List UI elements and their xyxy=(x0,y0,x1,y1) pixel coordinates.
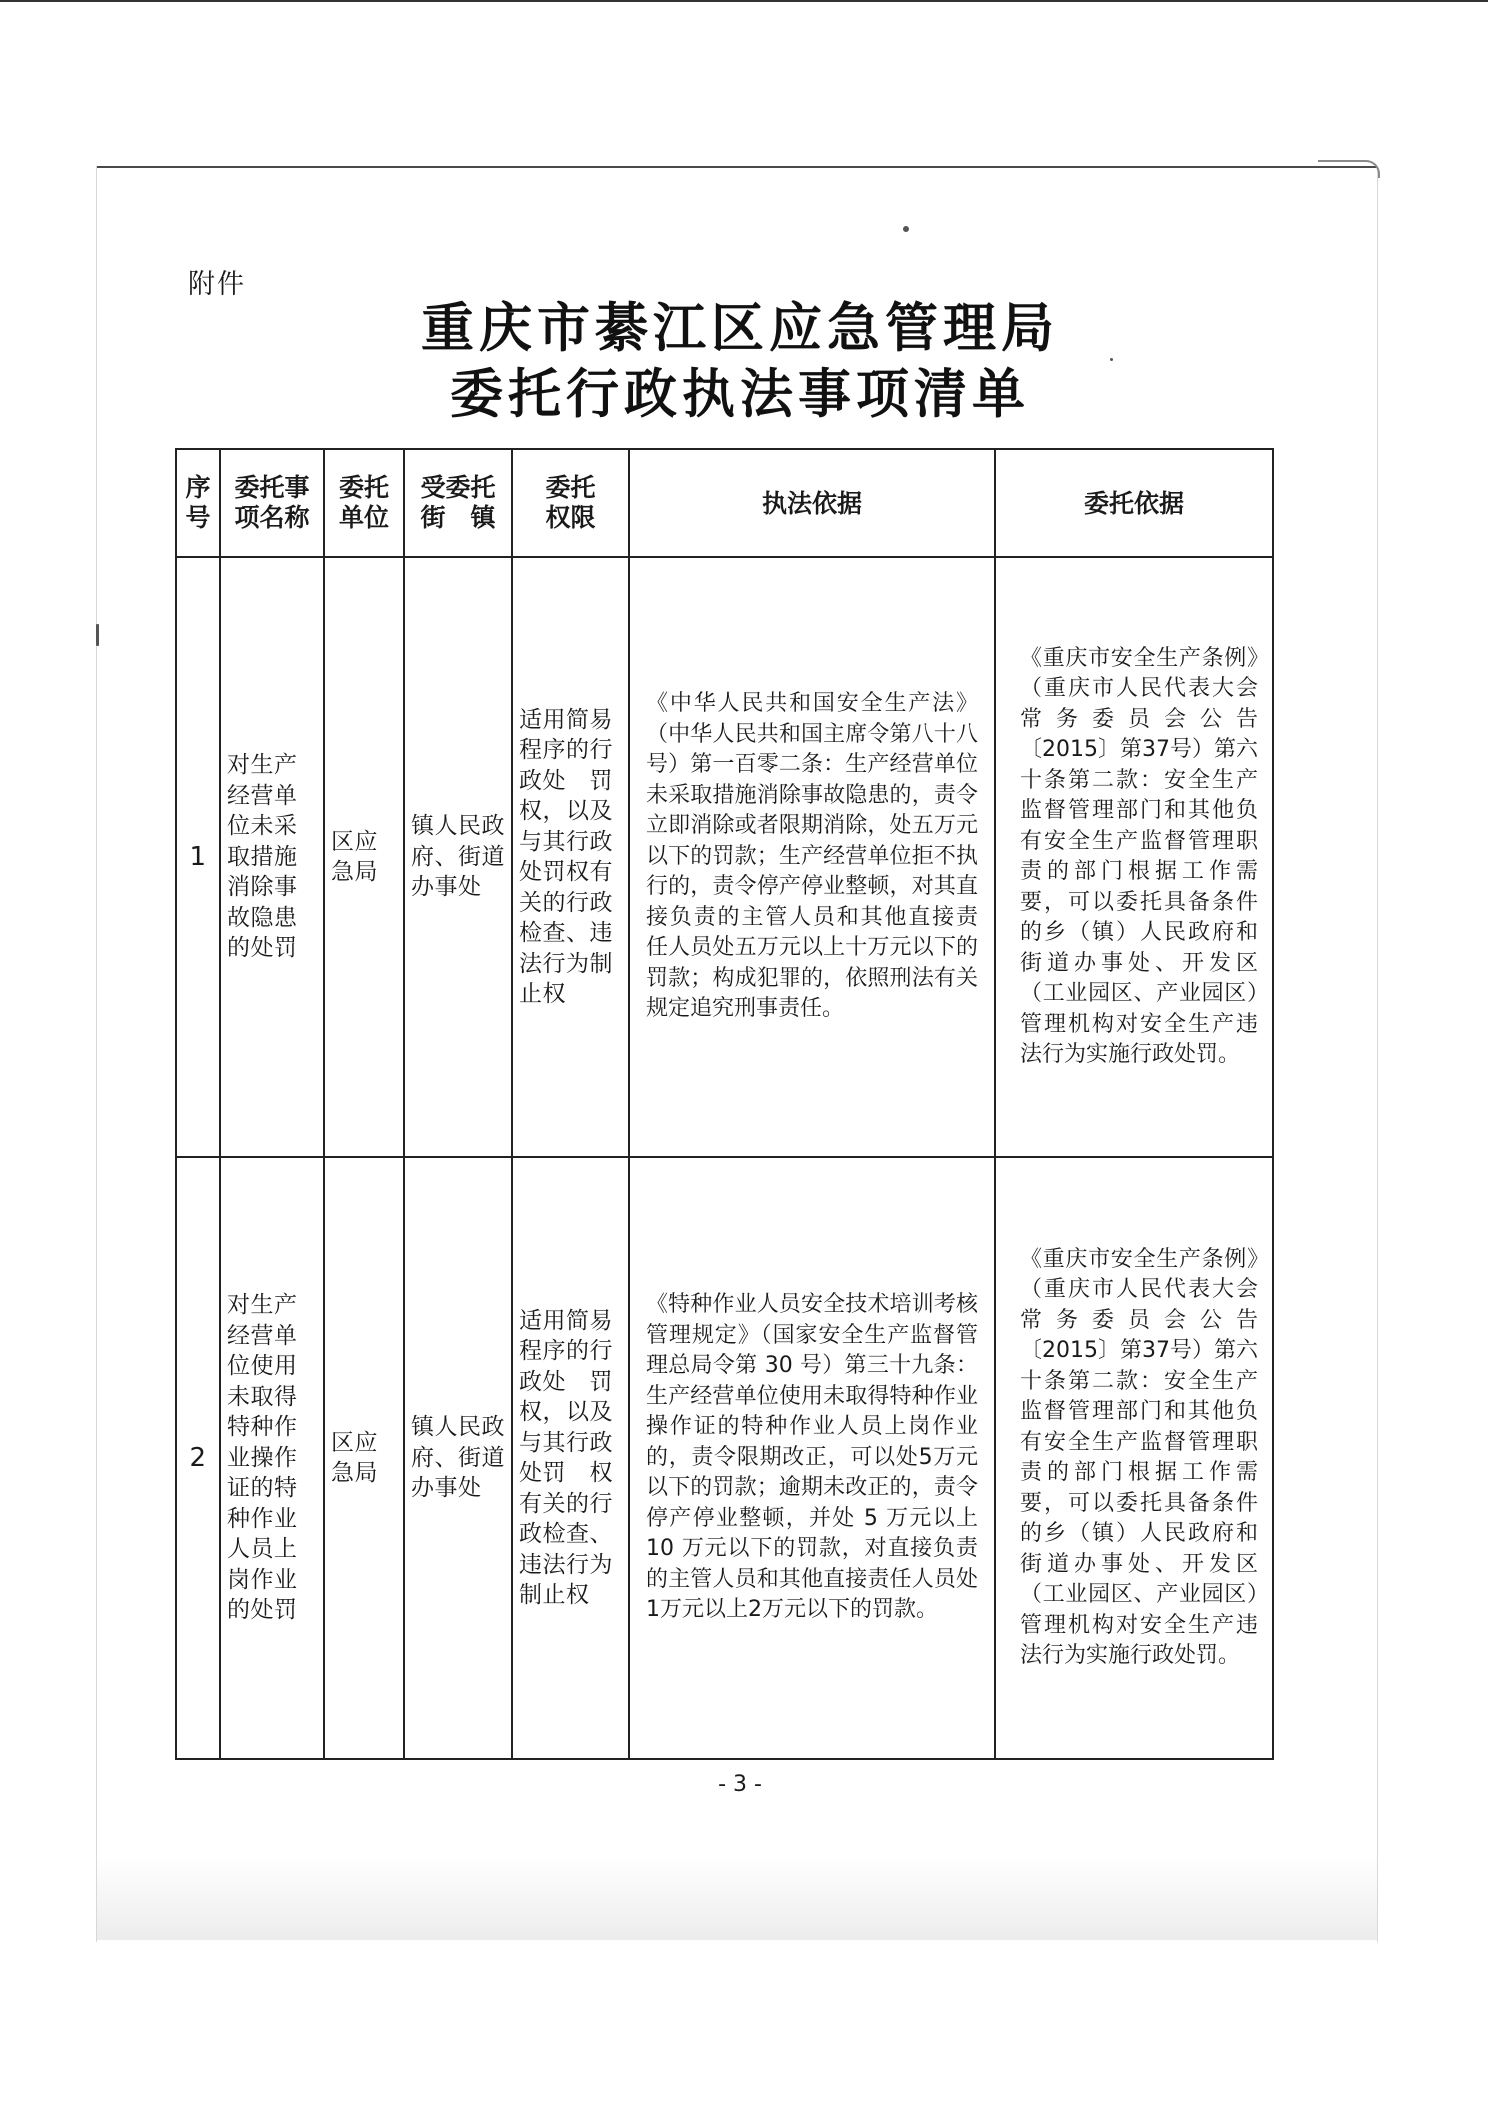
cell-no: 1 xyxy=(176,557,220,1157)
page-shadow xyxy=(97,1856,1377,1940)
page-curl xyxy=(1318,160,1380,178)
scan-speck xyxy=(96,624,99,646)
cell-entrust-basis: 《重庆市安全生产条例》（重庆市人民代表大会常务委员会公告〔2015〕第37号）第六十条第二款：安全生产监督管理部门和其他负有安全生产监督管理职责的部门根据工作需要，可以委托具备条件的乡（镇）人民政府和街道办事处、开发区（工业园区、产业园区）管理机构对安全生产违法行为实施行政处罚。 xyxy=(995,1157,1273,1759)
table-row xyxy=(176,1157,1273,1759)
col-header-entrust-basis: 委托依据 xyxy=(995,449,1273,557)
cell-item: 对生产经营单位使用未取得特种作业操作证的特种作业人员上岗作业的处罚 xyxy=(220,1157,324,1759)
cell-authority: 适用简易程序的行政处 罚权，以及与其行政处罚 权有关的行政检查、违法行为制止权 xyxy=(512,1157,629,1759)
cell-unit: 区应急局 xyxy=(324,1157,404,1759)
cell-entrusted: 镇人民政府、街道办事处 xyxy=(404,557,512,1157)
cell-unit: 区应急局 xyxy=(324,557,404,1157)
delegation-table xyxy=(175,448,1274,1760)
col-header-item: 委托事项名称 xyxy=(220,449,324,557)
col-header-entrusted: 受委托街 镇 xyxy=(404,449,512,557)
cell-authority: 适用简易程序的行政处 罚权，以及与其行政处罚权有关的行政 检查、违法行为制止权 xyxy=(512,557,629,1157)
col-header-law-basis: 执法依据 xyxy=(629,449,995,557)
page-number: - 3 - xyxy=(718,1772,762,1797)
cell-law-basis: 《特种作业人员安全技术培训考核管理规定》（国家安全生产监督管理总局令第 30 号）第三十九条：生产经营单位使用未取得特种作业操作证的特种作业人员上岗作业的，责令限期改正，可以处5万元以下的罚款；逾期未改正的，责令停产停业整顿，并处 5 万元以上 10 万元以下的罚款，对直接负责的主管人员和其他直接责任人员处1万元以上2万元以下的罚款。 xyxy=(629,1157,995,1759)
document-title-line1: 重庆市綦江区应急管理局 xyxy=(421,297,1059,359)
scan-speck xyxy=(903,226,909,232)
col-header-authority: 委托权限 xyxy=(512,449,629,557)
cell-law-basis: 《中华人民共和国安全生产法》（中华人民共和国主席令第八十八号）第一百零二条：生产经营单位未采取措施消除事故隐患的，责令立即消除或者限期消除，处五万元以下的罚款；生产经营单位拒不执行的，责令停产停业整顿，对其直接负责的主管人员和其他直接责 任人员处五万元以上十万元以下的罚款；构成犯罪的，依照刑法有关规定追究刑事责任。 xyxy=(629,557,995,1157)
col-header-unit: 委托单位 xyxy=(324,449,404,557)
scan-edge xyxy=(0,0,1488,2)
cell-entrusted: 镇人民政府、街道办事处 xyxy=(404,1157,512,1759)
document-title-line2: 委托行政执法事项清单 xyxy=(450,363,1030,425)
table-row xyxy=(176,557,1273,1157)
cell-entrust-basis: 《重庆市安全生产条例》（重庆市人民代表大会常务委员会公告〔2015〕第37号）第六十条第二款：安全生产监督管理部门和其他负有安全生产监督管理职责的部门根据工作需要，可以委托具备条件的乡（镇）人民政府和街道办事处、开发区（工业园区、产业园区）管理机构对安全生产违法行为实施行政处罚。 xyxy=(995,557,1273,1157)
cell-item: 对生产经营单位未采取措施消除事故隐患的处罚 xyxy=(220,557,324,1157)
table-header-row xyxy=(176,449,1273,557)
col-header-no: 序号 xyxy=(176,449,220,557)
cell-no: 2 xyxy=(176,1157,220,1759)
attachment-label: 附件 xyxy=(188,269,246,300)
